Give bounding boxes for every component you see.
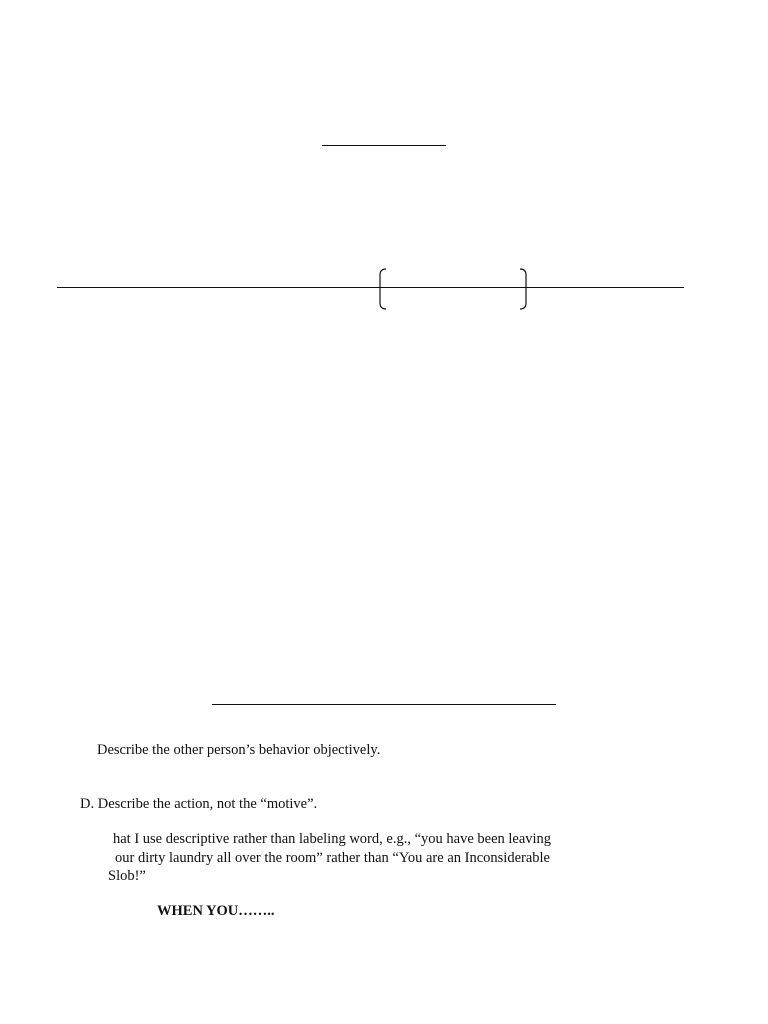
explanation-line-3: Slob!” [108, 868, 146, 884]
long-horizontal-rule [57, 287, 684, 288]
top-short-rule [322, 145, 446, 146]
right-bracket [520, 269, 526, 309]
explanation-line-2: our dirty laundry all over the room” rather than “You are an Inconsiderable [115, 850, 550, 866]
item-d-heading: D. Describe the action, not the “motive”. [80, 796, 318, 812]
bracket-shape [374, 265, 534, 315]
middle-rule [212, 704, 556, 705]
explanation-line-1: hat I use descriptive rather than labeling word, e.g., “you have been leaving [113, 831, 552, 847]
when-you-text: WHEN YOU…….. [157, 903, 275, 919]
describe-behavior-text: Describe the other person’s behavior objectively. [97, 742, 381, 758]
left-bracket [380, 269, 386, 309]
